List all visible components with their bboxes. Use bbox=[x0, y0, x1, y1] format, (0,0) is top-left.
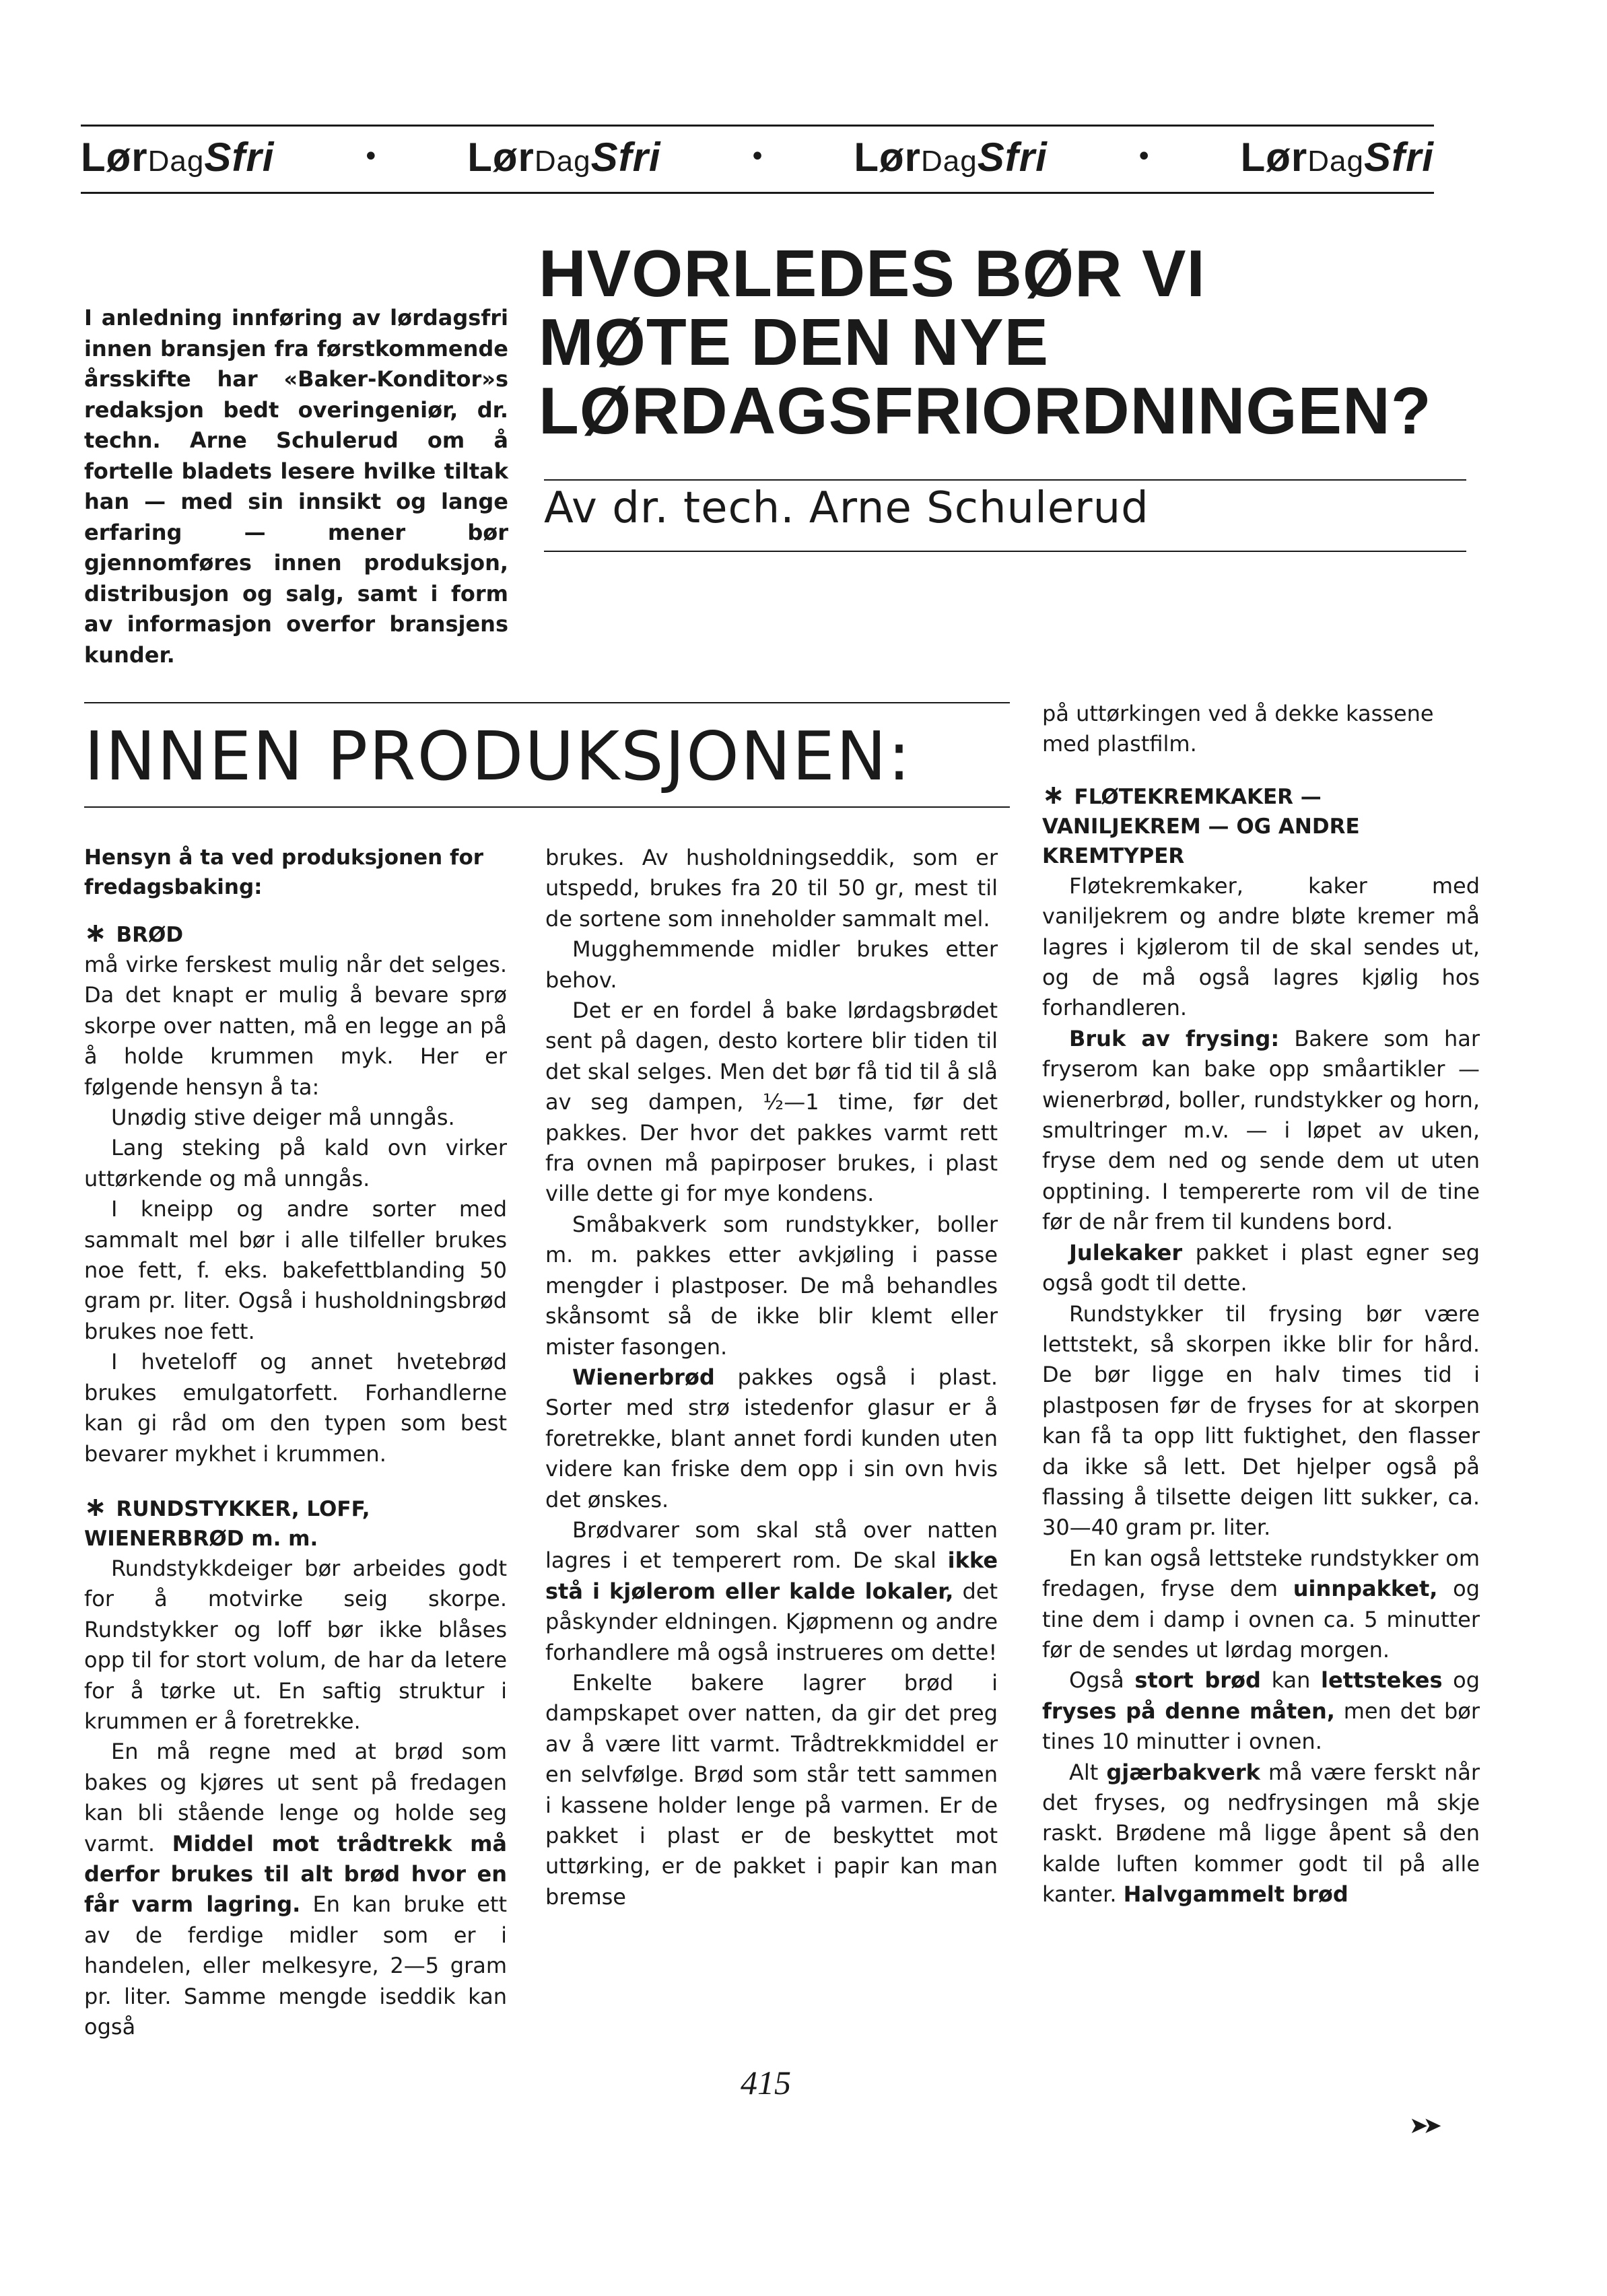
subheading: Hensyn å ta ved produksjonen for fredagsbaking: bbox=[84, 845, 484, 899]
subheading-flotekrem: ∗ FLØTEKREMKAKER — VANILJEKREM — OG ANDRE KREMTYPER bbox=[1042, 779, 1360, 868]
paragraph: En må regne med at brød som bakes og kjøres ut sent på fredagen kan bli stående lenge og holde seg varmt. Middel mot trådtrekk må derfor brukes til alt brød hvor en får varm lagring. En kan bruke ett av de ferdige midler som er i handelen, eller melkesyre, 2—5 gram pr. liter. Samme mengde iseddik kan også bbox=[84, 1739, 508, 2040]
paragraph: Rundstykker til frysing bør være lettstekt, så skorpen ikke blir for hård. De bør ligge en halv times tid i plastposen før de fryses for at skorpen kan få ta opp litt fuktighet, den flasser da ikke så lett. Det hjelper også på flassing å tilsette deigen litt sukker, ca. 30—40 gram pr. liter. bbox=[1042, 1300, 1480, 1541]
title-line: HVORLEDES BØR VI bbox=[539, 236, 1206, 310]
masthead-logo: LørDagSfri bbox=[81, 134, 275, 180]
column-2 bbox=[545, 843, 998, 1912]
subheading-rundstykker: ∗ RUNDSTYKKER, LOFF, WIENERBRØD m. m. bbox=[84, 1491, 370, 1551]
continue-arrow-icon: ➤➤ bbox=[1409, 2112, 1437, 2139]
asterisk-icon: ∗ bbox=[84, 1491, 107, 1523]
masthead-bottom-rule bbox=[81, 192, 1434, 194]
paragraph: En kan også lettsteke rundstykker om fredagen, fryse dem uinnpakket, og tine dem i damp i ovnen ca. 5 minutter før de sendes ut lørdag morgen. bbox=[1042, 1545, 1480, 1663]
section-bottom-rule bbox=[84, 806, 1010, 808]
section-top-rule bbox=[84, 702, 1010, 703]
paragraph: Mugghemmende midler brukes etter behov. bbox=[545, 936, 998, 993]
column-3 bbox=[1042, 699, 1480, 1910]
paragraph: må virke ferskest mulig når det selges. Da det knapt er mulig å bevare sprø skorpe over natten, må en legge an på å holde krummen myk. Her er følgende hensyn å ta: bbox=[84, 952, 507, 1100]
asterisk-icon: ∗ bbox=[84, 917, 107, 948]
subheading-brod: ∗ BRØD bbox=[84, 917, 184, 948]
paragraph: brukes. Av husholdningseddik, som er utspedd, brukes fra 20 til 50 gr, mest til de sortene som inneholder sammalt mel. bbox=[545, 845, 998, 932]
intro-paragraph: I anledning innføring av lørdagsfri innen bransjen fra førstkommende årsskifte har «Baker-Konditor»s redaksjon bedt overingeniør, dr. techn. Arne Schulerud om å fortelle bladets lesere hvilke tiltak han — med sin innsikt og lange erfaring — mener bør gjennomføres innen produksjon, distribusjon og salg, samt i form av informasjon overfor bransjens kunder. bbox=[84, 305, 508, 668]
paragraph: Lang steking på kald ovn virker uttørkende og må unngås. bbox=[84, 1135, 507, 1191]
paragraph: Brødvarer som skal stå over natten lagres i et temperert rom. De skal ikke stå i kjølerom eller kalde lokaler, det påskynder eldningen. Kjøpmenn og andre forhandlere må også instrueres om dette! bbox=[545, 1517, 998, 1665]
paragraph: Julekaker pakket i plast egner seg også godt til dette. bbox=[1042, 1239, 1480, 1296]
article-title bbox=[539, 236, 1495, 448]
paragraph: Fløtekremkaker, kaker med vaniljekrem og andre bløte kremer må lagres i kjølerom til de skal sendes ut, og de må også lagres kjølig hos forhandleren. bbox=[1042, 872, 1480, 1021]
masthead-logo: LørDagSfri bbox=[467, 134, 661, 180]
paragraph: Unødig stive deiger må unngås. bbox=[111, 1105, 455, 1131]
column-1 bbox=[84, 843, 507, 2042]
paragraph: Småbakverk som rundstykker, boller m. m. pakkes etter avkjøling i passe mengder i plastposer. De må behandles skånsomt så de ikke blir klemt eller mister fasongen. bbox=[545, 1211, 998, 1360]
asterisk-icon: ∗ bbox=[1042, 779, 1065, 810]
paragraph: Enkelte bakere lagrer brød i dampskapet over natten, da gir det preg av å være litt varmt. Trådtrekkmiddel er en selvfølge. Brød som står tett sammen i kassene holder lenge på varmen. Er de pakket i plast er de beskyttet mot uttørking, er de pakket i papir kan man bremse bbox=[545, 1669, 998, 1910]
byline: Av dr. tech. Arne Schulerud bbox=[544, 483, 1149, 533]
paragraph: Det er en fordel å bake lørdagsbrødet sent på dagen, desto kortere blir tiden til det skal selges. Men det bør få tid til å slå av seg dampen, ½—1 time, før det pakkes. Der hvor det pakkes varmt rett fra ovnen må papirposer brukes, i plast ville dette gi for mye kondens. bbox=[545, 998, 998, 1207]
byline-top-rule bbox=[544, 479, 1466, 481]
byline-bottom-rule bbox=[544, 551, 1466, 552]
page-number: 415 bbox=[741, 2064, 791, 2101]
paragraph: på uttørkingen ved å dekke kassene med plastfilm. bbox=[1042, 701, 1434, 757]
paragraph: Også stort brød kan lettstekes og fryses på denne måten, men det bør tines 10 minutter i ovnen. bbox=[1042, 1667, 1480, 1755]
paragraph: I hveteloff og annet hvetebrød brukes emulgatorfett. Forhandlerne kan gi råd om den typen som best bevarer mykhet i krummen. bbox=[84, 1349, 507, 1467]
paragraph: I kneipp og andre sorter med sammalt mel bør i alle tilfeller brukes noe fett, f. eks. bakefettblanding 50 gram pr. liter. Også i husholdningsbrød brukes noe fett. bbox=[84, 1196, 507, 1344]
paragraph: Alt gjærbakverk må være ferskt når det fryses, og nedfrysingen må skje raskt. Brødene må ligge åpent så den kalde luften kommer godt til på alle kanter. Halvgammelt brød bbox=[1042, 1759, 1480, 1908]
masthead-separator: • bbox=[1136, 141, 1152, 172]
masthead-separator: • bbox=[363, 141, 379, 172]
title-line: MØTE DEN NYE bbox=[539, 305, 1049, 379]
masthead-separator: • bbox=[749, 141, 765, 172]
paragraph: Bruk av frysing: Bakere som har fryserom kan bake opp småartikler — wienerbrød, boller, rundstykker og horn, smultringer m.v. — i løpet av uken, fryse dem ned og sende dem ut uten opptining. I tempererte rom vil de tine før de når frem til kundens bord. bbox=[1042, 1025, 1480, 1235]
masthead-logo: LørDagSfri bbox=[854, 134, 1048, 180]
masthead bbox=[81, 120, 1434, 194]
paragraph: Rundstykkdeiger bør arbeides godt for å motvirke seig skorpe. Rundstykker og loff bør ikke blåses opp til for stort volum, de har da letere for å tørke ut. En saftig struktur i krummen er å foretrekke. bbox=[84, 1555, 507, 1734]
section-heading: INNEN PRODUKSJONEN: bbox=[84, 717, 912, 796]
paragraph: Wienerbrød pakkes også i plast. Sorter med strø istedenfor glasur er å foretrekke, blant annet fordi kunden uten videre kan friske dem opp i sin ovn hvis det ønskes. bbox=[545, 1364, 998, 1512]
masthead-logo: LørDagSfri bbox=[1240, 134, 1434, 180]
title-line: LØRDAGSFRIORDNINGEN? bbox=[539, 374, 1432, 448]
